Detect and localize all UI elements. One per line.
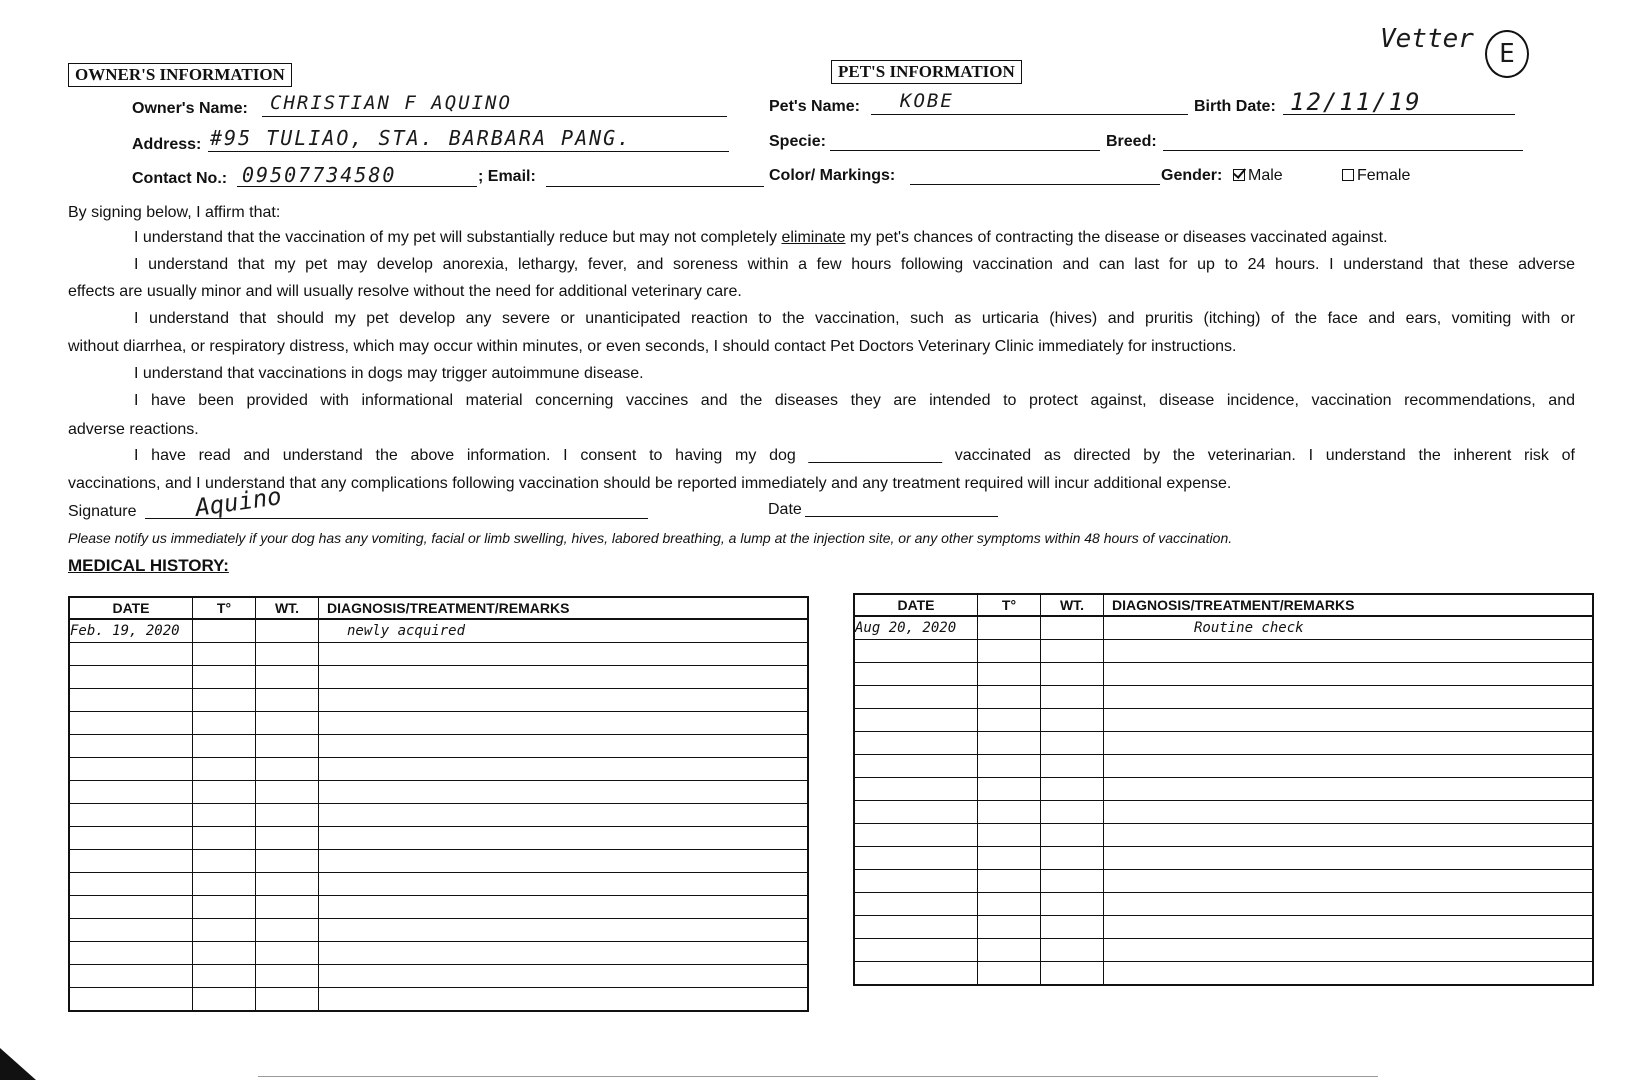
entry-weight[interactable]: [256, 804, 319, 827]
birth-date-label: Birth Date:: [1194, 98, 1276, 115]
table-row: [69, 735, 808, 758]
entry-weight[interactable]: [1041, 801, 1104, 824]
entry-remarks[interactable]: [319, 942, 809, 965]
specie-field[interactable]: [830, 150, 1100, 151]
breed-field[interactable]: [1163, 150, 1523, 151]
date-field[interactable]: [805, 516, 998, 517]
entry-remarks[interactable]: [1104, 640, 1594, 663]
entry-date[interactable]: [69, 804, 193, 827]
entry-remarks[interactable]: [319, 873, 809, 896]
owner-name-field[interactable]: [262, 116, 727, 117]
affirm-p6-line2: vaccinations, and I understand that any complications following vaccination should be reported immediately and any treatment required will incur additional expense.: [68, 475, 1232, 492]
entry-weight[interactable]: [1041, 824, 1104, 847]
entry-remarks[interactable]: [319, 896, 809, 919]
entry-date[interactable]: [69, 712, 193, 735]
entry-date[interactable]: [854, 778, 978, 801]
affirm-p2-line2: effects are usually minor and will usually resolve without the need for additional veterinary care.: [68, 283, 742, 300]
col-temp: T°: [978, 594, 1041, 616]
col-diagnosis: DIAGNOSIS/TREATMENT/REMARKS: [319, 597, 809, 619]
entry-temp[interactable]: [978, 916, 1041, 939]
table-row: [69, 758, 808, 781]
entry-remarks[interactable]: [319, 850, 809, 873]
entry-weight[interactable]: [256, 689, 319, 712]
entry-weight[interactable]: [1041, 616, 1104, 640]
medical-history-table-right: [853, 593, 1594, 986]
entry-weight[interactable]: [256, 781, 319, 804]
owner-name-value: CHRISTIAN F AQUINO: [270, 92, 512, 114]
table-row: [854, 640, 1593, 663]
col-date: DATE: [854, 594, 978, 616]
table-row: [854, 709, 1593, 732]
entry-date[interactable]: [854, 732, 978, 755]
affirm-p3-line2: without diarrhea, or respiratory distress, which may occur within minutes, or even seconds, I should contact Pet Doctors Veterinary Clinic immediately for instructions.: [68, 338, 1237, 355]
entry-temp[interactable]: [978, 709, 1041, 732]
entry-temp[interactable]: [193, 827, 256, 850]
entry-date[interactable]: [69, 942, 193, 965]
entry-temp[interactable]: [978, 778, 1041, 801]
entry-date[interactable]: [69, 735, 193, 758]
entry-temp[interactable]: [978, 732, 1041, 755]
entry-temp[interactable]: [193, 919, 256, 942]
color-markings-label: Color/ Markings:: [769, 167, 896, 184]
corner-note: Vetter: [1380, 24, 1474, 54]
entry-date[interactable]: Aug 20, 2020: [854, 616, 978, 640]
entry-temp[interactable]: [978, 870, 1041, 893]
col-temp: T°: [193, 597, 256, 619]
entry-date[interactable]: Feb. 19, 2020: [69, 619, 193, 643]
entry-temp[interactable]: [978, 640, 1041, 663]
affirm-p1-underline: eliminate: [781, 229, 846, 246]
entry-weight[interactable]: [256, 712, 319, 735]
entry-temp[interactable]: [193, 712, 256, 735]
entry-date[interactable]: [69, 827, 193, 850]
entry-temp[interactable]: [193, 689, 256, 712]
entry-temp[interactable]: [193, 988, 256, 1012]
entry-remarks[interactable]: [319, 781, 809, 804]
entry-date[interactable]: [69, 689, 193, 712]
entry-remarks[interactable]: [319, 689, 809, 712]
entry-remarks[interactable]: [319, 712, 809, 735]
entry-remarks[interactable]: [319, 643, 809, 666]
entry-weight[interactable]: [256, 758, 319, 781]
table-row: [854, 663, 1593, 686]
entry-temp[interactable]: [193, 619, 256, 643]
scan-corner-mark: [0, 1048, 36, 1080]
entry-date[interactable]: [854, 893, 978, 916]
pet-name-field[interactable]: [871, 114, 1188, 115]
entry-remarks[interactable]: [1104, 870, 1594, 893]
gender-male-option[interactable]: [1233, 167, 1283, 185]
table-row: [854, 870, 1593, 893]
pet-section-header: PET'S INFORMATION: [831, 60, 1022, 84]
table-row: [854, 801, 1593, 824]
affirm-p2-line1: I understand that my pet may develop anorexia, lethargy, fever, and soreness within a few hours following vaccination and can last for up to 24 hours. I understand that these adverse: [134, 256, 1575, 273]
entry-date[interactable]: [854, 755, 978, 778]
table-row: [854, 778, 1593, 801]
entry-remarks[interactable]: [319, 804, 809, 827]
entry-date[interactable]: [854, 801, 978, 824]
corner-mark-letter: E: [1499, 39, 1515, 69]
table-row: [69, 850, 808, 873]
col-date: DATE: [69, 597, 193, 619]
male-label: Male: [1248, 167, 1283, 184]
birth-date-value: 12/11/19: [1290, 88, 1422, 116]
entry-weight[interactable]: [256, 850, 319, 873]
entry-remarks[interactable]: [1104, 916, 1594, 939]
color-markings-field[interactable]: [910, 184, 1160, 185]
entry-remarks[interactable]: [319, 666, 809, 689]
entry-remarks[interactable]: [319, 965, 809, 988]
entry-temp[interactable]: [978, 962, 1041, 986]
contact-value: 09507734580: [242, 163, 397, 187]
corner-circle-mark: [1485, 30, 1529, 78]
entry-weight[interactable]: [256, 619, 319, 643]
entry-date[interactable]: [69, 850, 193, 873]
entry-weight[interactable]: [256, 942, 319, 965]
entry-weight[interactable]: [256, 965, 319, 988]
entry-remarks[interactable]: [1104, 709, 1594, 732]
entry-weight[interactable]: [1041, 709, 1104, 732]
entry-weight[interactable]: [256, 896, 319, 919]
col-diagnosis: DIAGNOSIS/TREATMENT/REMARKS: [1104, 594, 1594, 616]
entry-weight[interactable]: [256, 735, 319, 758]
table-row: [854, 732, 1593, 755]
entry-weight[interactable]: [1041, 755, 1104, 778]
table-row: [69, 619, 808, 643]
entry-remarks[interactable]: Routine check: [1104, 616, 1594, 640]
affirm-p1-a: I understand that the vaccination of my pet will substantially reduce but may not completely: [134, 229, 782, 246]
entry-date[interactable]: [854, 916, 978, 939]
table-header-row: [854, 594, 1593, 616]
entry-temp[interactable]: [193, 643, 256, 666]
signature-label: Signature: [68, 503, 137, 520]
entry-date[interactable]: [69, 873, 193, 896]
entry-weight[interactable]: [1041, 847, 1104, 870]
entry-date[interactable]: [69, 758, 193, 781]
entry-temp[interactable]: [978, 801, 1041, 824]
entry-date[interactable]: [69, 919, 193, 942]
entry-remarks[interactable]: [1104, 755, 1594, 778]
entry-weight[interactable]: [1041, 870, 1104, 893]
entry-temp[interactable]: [978, 686, 1041, 709]
table-row: [69, 988, 808, 1012]
entry-remarks[interactable]: [1104, 893, 1594, 916]
table-row: [854, 686, 1593, 709]
email-label: ; Email:: [478, 168, 536, 185]
entry-temp[interactable]: [978, 824, 1041, 847]
entry-remarks[interactable]: newly acquired: [319, 619, 809, 643]
entry-temp[interactable]: [193, 781, 256, 804]
entry-weight[interactable]: [1041, 962, 1104, 986]
table-row: [854, 755, 1593, 778]
table-row: [69, 781, 808, 804]
affirm-p1: [134, 228, 1388, 248]
table-row: [854, 939, 1593, 962]
entry-remarks[interactable]: [319, 919, 809, 942]
entry-remarks[interactable]: [1104, 686, 1594, 709]
col-weight: WT.: [1041, 594, 1104, 616]
table-row: [69, 712, 808, 735]
affirm-p6-line1: I have read and understand the above information. I consent to having my dog _______________ vaccinated as directed by the veterinarian. I understand the inherent risk of: [134, 447, 1575, 464]
address-value: #95 TULIAO, STA. BARBARA PANG.: [210, 126, 632, 150]
entry-date[interactable]: [854, 663, 978, 686]
entry-remarks[interactable]: [1104, 801, 1594, 824]
entry-temp[interactable]: [193, 873, 256, 896]
affirm-p5-line2: adverse reactions.: [68, 421, 199, 438]
owner-name-label: Owner's Name:: [132, 100, 248, 117]
entry-weight[interactable]: [1041, 732, 1104, 755]
medical-history-title: MEDICAL HISTORY:: [68, 556, 229, 575]
pet-name-value: KOBE: [900, 90, 954, 112]
entry-weight[interactable]: [1041, 939, 1104, 962]
entry-date[interactable]: [854, 847, 978, 870]
entry-remarks[interactable]: [1104, 962, 1594, 986]
table-row: [69, 873, 808, 896]
medical-history-table-left: [68, 596, 809, 1012]
table-row: [69, 827, 808, 850]
table-row: [69, 965, 808, 988]
affirm-p4: I understand that vaccinations in dogs may trigger autoimmune disease.: [134, 365, 644, 382]
entry-temp[interactable]: [193, 804, 256, 827]
entry-remarks[interactable]: [1104, 732, 1594, 755]
entry-temp[interactable]: [193, 666, 256, 689]
table-row: [854, 916, 1593, 939]
entry-weight[interactable]: [256, 643, 319, 666]
table-row: [69, 896, 808, 919]
male-checkbox[interactable]: [1233, 169, 1245, 181]
entry-date[interactable]: [69, 896, 193, 919]
entry-weight[interactable]: [256, 873, 319, 896]
entry-temp[interactable]: [193, 942, 256, 965]
specie-label: Specie:: [769, 133, 826, 150]
table-row: [69, 919, 808, 942]
gender-label: Gender:: [1161, 167, 1223, 184]
gender-female-option[interactable]: [1342, 167, 1410, 185]
table-row: [854, 962, 1593, 986]
entry-remarks[interactable]: [319, 988, 809, 1012]
entry-date[interactable]: [69, 965, 193, 988]
affirm-p1-b: my pet's chances of contracting the disease or diseases vaccinated against.: [845, 229, 1388, 246]
entry-remarks[interactable]: [1104, 847, 1594, 870]
entry-temp[interactable]: [978, 939, 1041, 962]
entry-remarks[interactable]: [319, 827, 809, 850]
owner-section-header: OWNER'S INFORMATION: [68, 63, 292, 87]
entry-weight[interactable]: [256, 666, 319, 689]
entry-remarks[interactable]: [1104, 824, 1594, 847]
entry-temp[interactable]: [193, 965, 256, 988]
contact-label: Contact No.:: [132, 170, 228, 187]
scan-bottom-edge: [258, 1076, 1378, 1077]
breed-label: Breed:: [1106, 133, 1157, 150]
entry-weight[interactable]: [256, 919, 319, 942]
entry-temp[interactable]: [193, 758, 256, 781]
table-row: [854, 893, 1593, 916]
entry-temp[interactable]: [978, 663, 1041, 686]
table-row: [854, 824, 1593, 847]
entry-temp[interactable]: [978, 893, 1041, 916]
address-field[interactable]: [208, 151, 729, 152]
table-header-row: [69, 597, 808, 619]
entry-date[interactable]: [854, 939, 978, 962]
entry-weight[interactable]: [256, 988, 319, 1012]
entry-date[interactable]: [69, 643, 193, 666]
entry-remarks[interactable]: [1104, 939, 1594, 962]
entry-weight[interactable]: [1041, 916, 1104, 939]
entry-date[interactable]: [69, 781, 193, 804]
table-row: [69, 643, 808, 666]
entry-weight[interactable]: [1041, 663, 1104, 686]
female-checkbox[interactable]: [1342, 169, 1354, 181]
entry-temp[interactable]: [978, 616, 1041, 640]
entry-date[interactable]: [854, 962, 978, 986]
entry-date[interactable]: [69, 666, 193, 689]
affirm-p3-line1: I understand that should my pet develop any severe or unanticipated reaction to the vaccination, such as urticaria (hives) and pruritis (itching) of the face and ears, vomiting with or: [134, 310, 1575, 327]
entry-date[interactable]: [854, 686, 978, 709]
entry-date[interactable]: [854, 870, 978, 893]
address-label: Address:: [132, 136, 202, 153]
table-row: [69, 689, 808, 712]
pet-name-label: Pet's Name:: [769, 98, 860, 115]
entry-date[interactable]: [854, 824, 978, 847]
col-weight: WT.: [256, 597, 319, 619]
entry-temp[interactable]: [193, 896, 256, 919]
table-row: [69, 942, 808, 965]
entry-date[interactable]: [69, 988, 193, 1012]
entry-temp[interactable]: [978, 847, 1041, 870]
entry-remarks[interactable]: [319, 758, 809, 781]
entry-remarks[interactable]: [319, 735, 809, 758]
table-row: [854, 616, 1593, 640]
entry-weight[interactable]: [1041, 640, 1104, 663]
entry-temp[interactable]: [978, 755, 1041, 778]
signature-value: Aquino: [193, 482, 284, 522]
affirm-p5-line1: I have been provided with informational material concerning vaccines and the diseases they are intended to protect against, disease incidence, vaccination recommendations, and: [134, 392, 1575, 409]
table-row: [69, 804, 808, 827]
entry-remarks[interactable]: [1104, 663, 1594, 686]
entry-temp[interactable]: [193, 850, 256, 873]
notice-text: Please notify us immediately if your dog has any vomiting, facial or limb swelling, hives, labored breathing, a lump at the injection site, or any other symptoms within 48 hours of vaccination.: [68, 530, 1233, 546]
entry-date[interactable]: [854, 709, 978, 732]
female-label: Female: [1357, 167, 1411, 184]
entry-weight[interactable]: [1041, 686, 1104, 709]
affirm-intro: By signing below, I affirm that:: [68, 204, 281, 221]
entry-weight[interactable]: [256, 827, 319, 850]
table-row: [69, 666, 808, 689]
entry-weight[interactable]: [1041, 893, 1104, 916]
email-field[interactable]: [546, 186, 764, 187]
entry-weight[interactable]: [1041, 778, 1104, 801]
entry-remarks[interactable]: [1104, 778, 1594, 801]
entry-date[interactable]: [854, 640, 978, 663]
table-row: [854, 847, 1593, 870]
entry-temp[interactable]: [193, 735, 256, 758]
date-label: Date: [768, 501, 802, 518]
